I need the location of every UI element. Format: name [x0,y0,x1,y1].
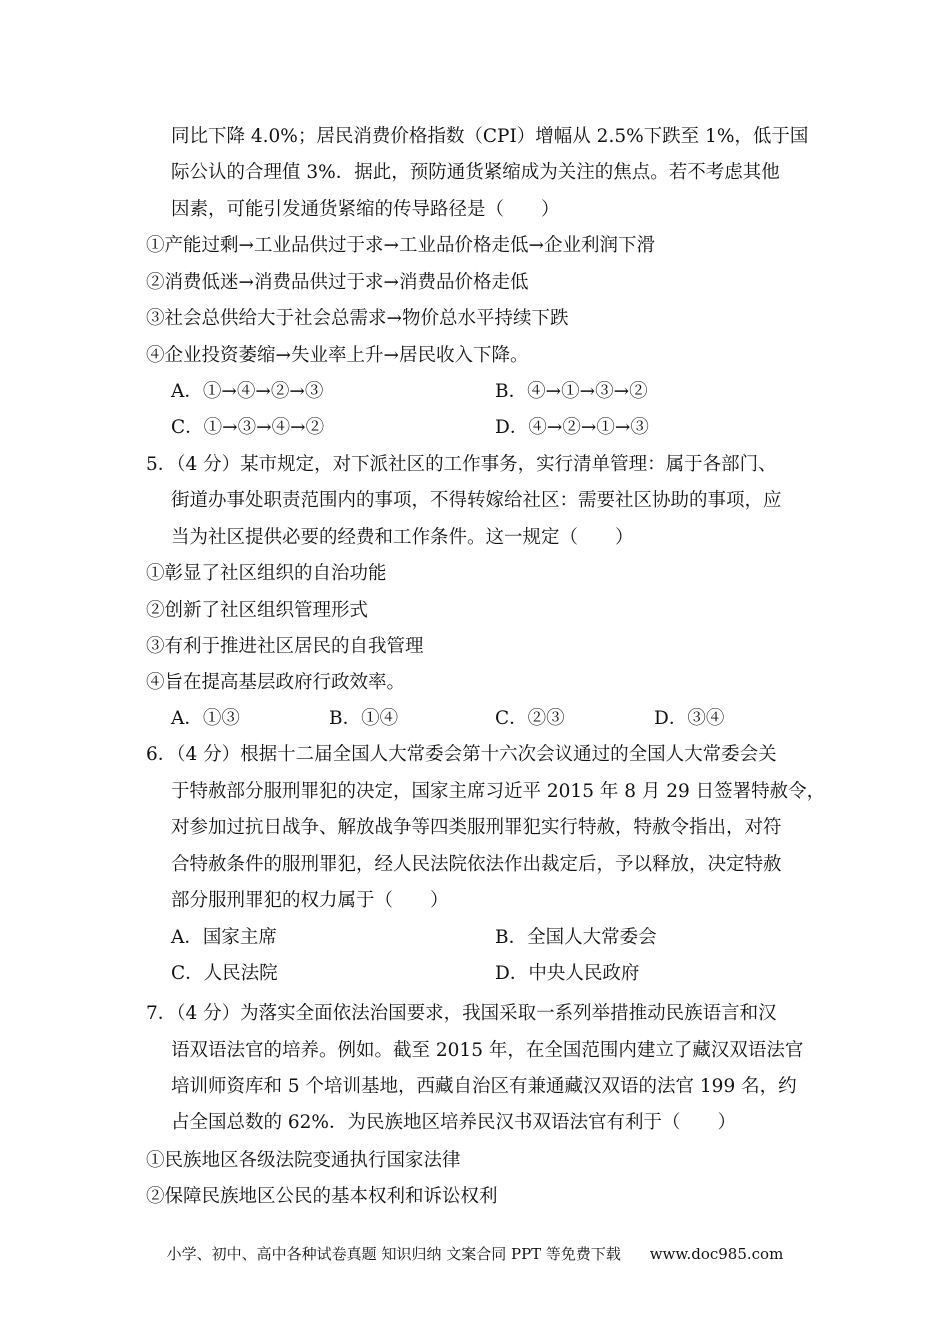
q6-stem-line-2: 于特赦部分服刑罪犯的决定，国家主席习近平 2015 年 8 月 29 日签署特赦令， [171,781,826,802]
q6-choice-c: C．人民法院 [171,963,278,984]
q5-choice-b: B．①④ [329,708,399,729]
q4-item-2: ②消费低迷→消费品供过于求→消费品价格走低 [146,272,529,293]
q6-choice-d: D．中央人民政府 [495,963,640,984]
q4-stem-line-1: 同比下降 4.0%；居民消费价格指数（CPI）增幅从 2.5%下跌至 1%，低于国 [171,126,809,147]
q5-choice-d: D．③④ [654,708,725,729]
q6-choice-b: B．全国人大常委会 [495,927,657,948]
q5-stem-line-3: 当为社区提供必要的经费和工作条件。这一规定（ ） [171,527,634,548]
q6-stem-line-5: 部分服刑罪犯的权力属于（ ） [171,890,449,911]
q4-choice-a: A．①→④→②→③ [171,381,324,402]
q7-item-2: ②保障民族地区公民的基本权利和诉讼权利 [146,1186,498,1207]
q4-item-3: ③社会总供给大于社会总需求→物价总水平持续下跌 [146,308,569,329]
q7-stem-line-3: 培训师资库和 5 个培训基地，西藏自治区有兼通藏汉双语的法官 199 名，约 [171,1076,797,1097]
q5-item-1: ①彰显了社区组织的自治功能 [146,563,387,584]
q7-item-1: ①民族地区各级法院变通执行国家法律 [146,1150,461,1171]
q7-stem-line-4: 占全国总数的 62%．为民族地区培养民汉书双语法官有利于（ ） [171,1112,737,1133]
q5-item-3: ③有利于推进社区居民的自我管理 [146,636,424,657]
q5-item-4: ④旨在提高基层政府行政效率。 [146,672,406,693]
q4-stem-line-2: 际公认的合理值 3%．据此，预防通货紧缩成为关注的焦点。若不考虑其他 [171,162,780,183]
q5-choice-c: C．②③ [495,708,565,729]
q5-stem-line-1: 5．（4 分）某市规定，对下派社区的工作事务，实行清单管理：属于各部门、 [146,454,777,475]
footer-link[interactable]: www.doc985.com [649,1245,784,1263]
q6-stem-line-4: 合特赦条件的服刑罪犯，经人民法院依法作出裁定后，予以释放，决定特赦 [171,854,782,875]
q6-stem-line-3: 对参加过抗日战争、解放战争等四类服刑罪犯实行特赦，特赦令指出，对符 [171,817,782,838]
q7-stem-line-1: 7．（4 分）为落实全面依法治国要求，我国采取一系列举措推动民族语言和汉 [146,1003,777,1024]
q4-choice-d: D．④→②→①→③ [495,417,649,438]
q4-item-1: ①产能过剩→工业品供过于求→工业品价格走低→企业利润下滑 [146,235,656,256]
q5-item-2: ②创新了社区组织管理形式 [146,600,369,621]
q5-choice-a: A．①③ [171,708,240,729]
q7-stem-line-2: 语双语法官的培养。例如。截至 2015 年，在全国范围内建立了藏汉双语法官 [171,1040,804,1061]
q6-stem-line-1: 6．（4 分）根据十二届全国人大常委会第十六次会议通过的全国人大常委会关 [146,744,777,765]
q4-item-4: ④企业投资萎缩→失业率上升→居民收入下降。 [146,345,529,366]
q4-choice-b: B．④→①→③→② [495,381,648,402]
q4-stem-line-3: 因素，可能引发通货紧缩的传导路径是（ ） [171,199,560,220]
q5-stem-line-2: 街道办事处职责范围内的事项，不得转嫁给社区：需要社区协助的事项，应 [171,490,782,511]
footer-text: 小学、初中、高中各种试卷真题 知识归纳 文案合同 PPT 等免费下载 [166,1245,621,1263]
q6-choice-a: A．国家主席 [171,927,277,948]
page-footer [0,1243,950,1265]
q4-choice-c: C．①→③→④→② [171,417,325,438]
